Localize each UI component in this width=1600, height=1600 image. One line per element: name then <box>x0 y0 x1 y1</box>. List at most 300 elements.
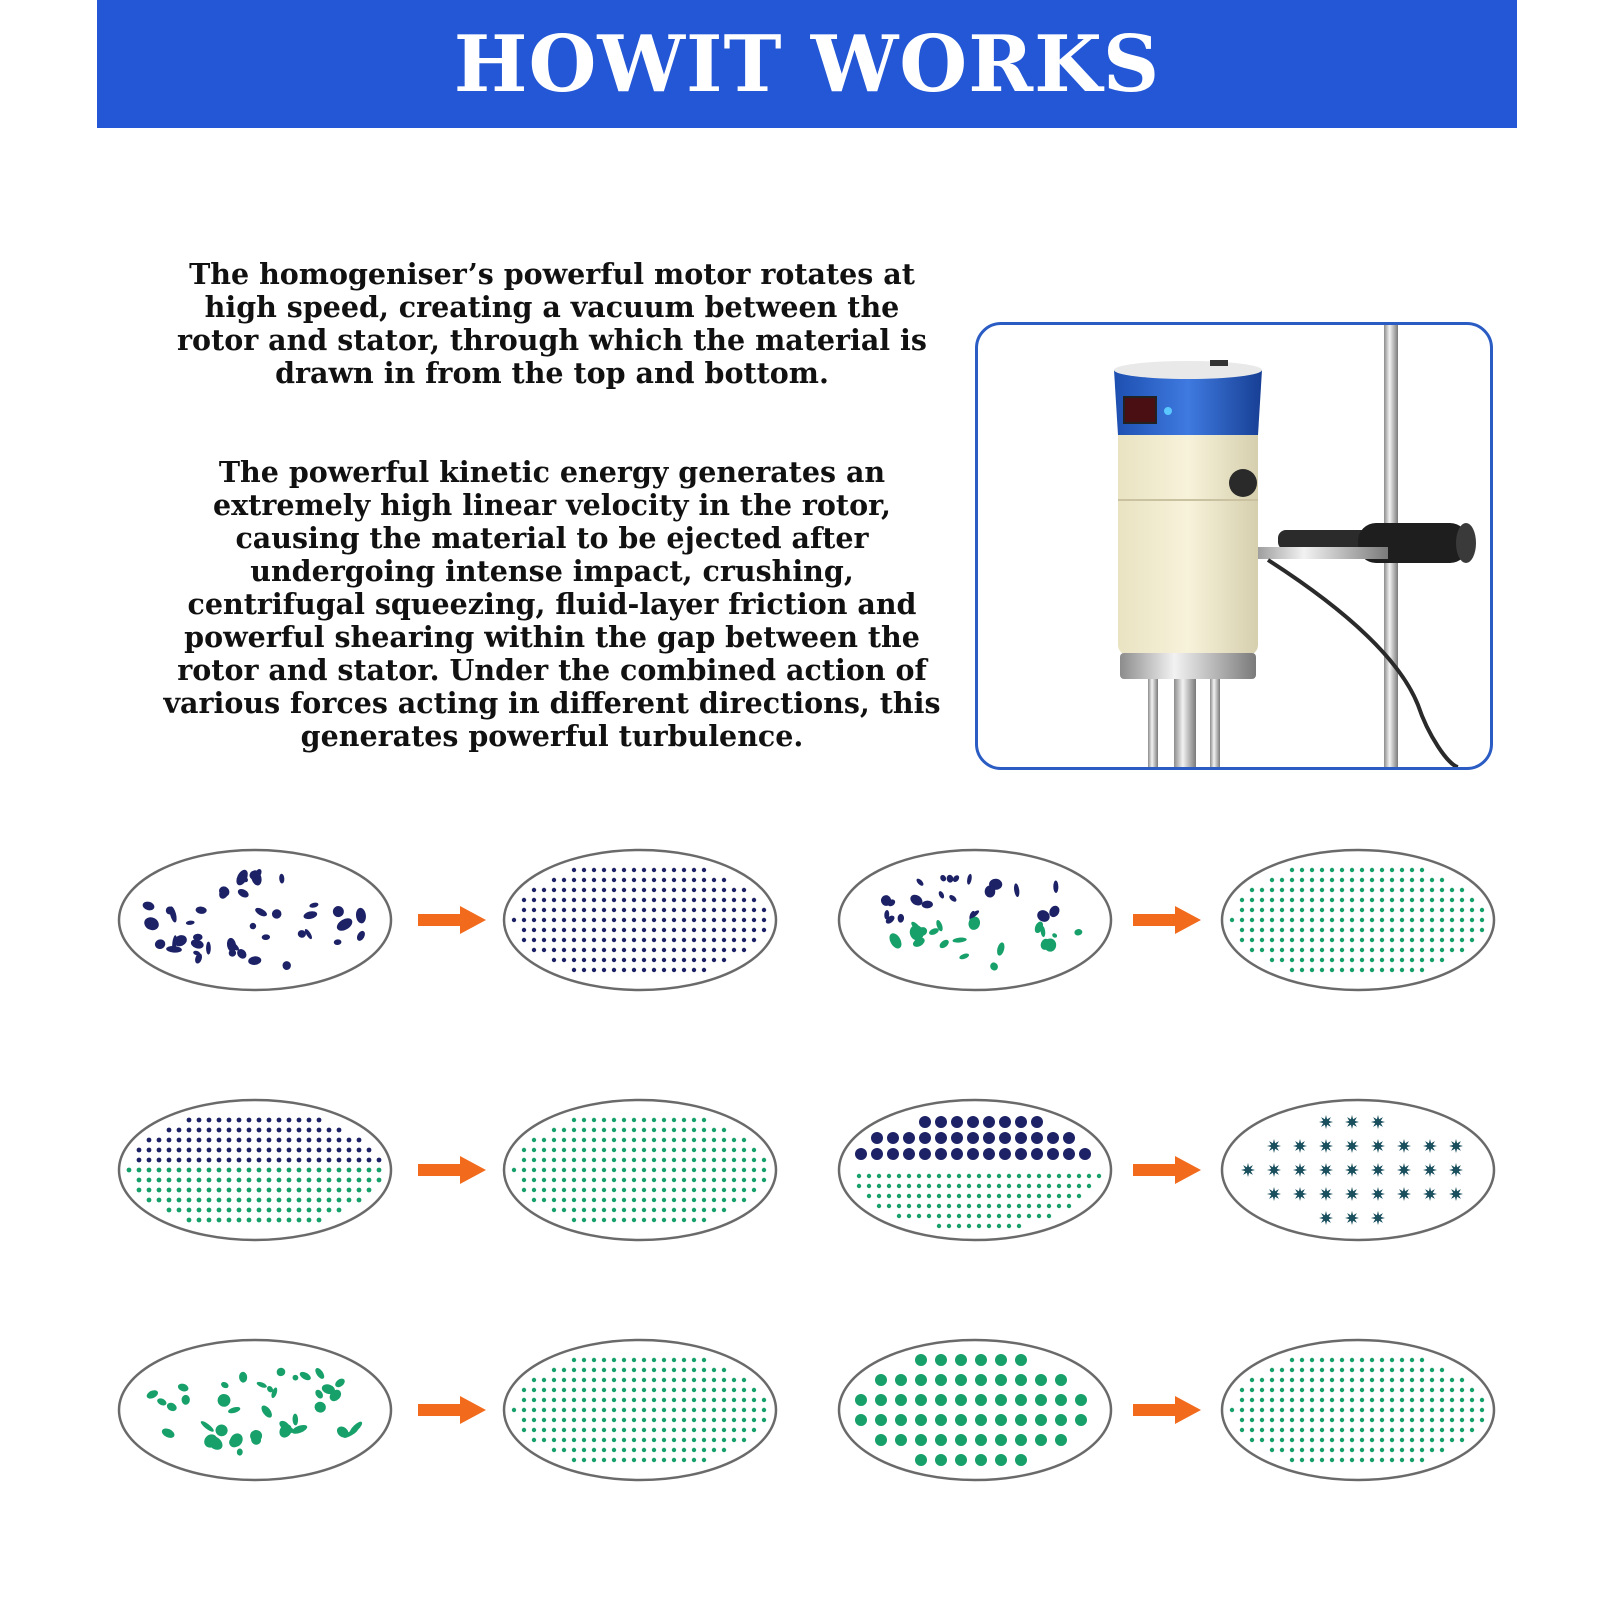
particle-dot <box>927 1214 931 1218</box>
particle-dot <box>652 1168 656 1172</box>
particle-dot <box>582 1188 586 1192</box>
large-dot <box>935 1394 947 1406</box>
particle-dot <box>1077 1184 1081 1188</box>
particle-dot <box>1330 1428 1334 1432</box>
particle-dot <box>1430 928 1434 932</box>
particle-dot <box>147 1178 152 1183</box>
particle-dot <box>1320 918 1324 922</box>
particle-dot <box>632 1218 636 1222</box>
particle-dot <box>522 1148 526 1152</box>
particle-dot <box>702 1158 706 1162</box>
particle-dot <box>1450 1408 1454 1412</box>
particle-dot <box>612 1458 616 1462</box>
particle-dot <box>307 1148 312 1153</box>
particle-dot <box>1440 888 1444 892</box>
particle-dot <box>1320 898 1324 902</box>
particle-dot <box>562 1438 566 1442</box>
particle-dot <box>1320 1408 1324 1412</box>
particle-dot <box>672 898 676 902</box>
particle-dot <box>1380 1398 1384 1402</box>
particle-dot <box>1300 1408 1304 1412</box>
description-paragraph-1: The homogeniser’s powerful motor rotates at high speed, creating a vacuum between the rotor and stator, through which the material is drawn in from the top and bottom. <box>177 257 927 390</box>
particle-dot <box>692 938 696 942</box>
particle-dot <box>167 1168 172 1173</box>
particle-dot <box>1047 1174 1051 1178</box>
particle-dot <box>572 1208 576 1212</box>
particle-dot <box>1057 1184 1061 1188</box>
particle-dot <box>542 1398 546 1402</box>
particle-dot <box>1047 1194 1051 1198</box>
particle-dot <box>742 1408 746 1412</box>
particle-dot <box>722 1208 726 1212</box>
large-dot <box>1035 1434 1047 1446</box>
particle-dot <box>532 938 536 942</box>
particle-dot <box>907 1204 911 1208</box>
particle-dot <box>612 948 616 952</box>
particle-dot <box>1260 948 1264 952</box>
particle-dot <box>692 968 696 972</box>
particle-dot <box>1370 878 1374 882</box>
particle-dot <box>642 1198 646 1202</box>
particle-dot <box>1280 898 1284 902</box>
particle-dot <box>357 1148 362 1153</box>
particle-dot <box>1067 1174 1071 1178</box>
particle-dot <box>1300 938 1304 942</box>
particle-dot <box>1440 1398 1444 1402</box>
particle-dot <box>1470 898 1474 902</box>
particle-dot <box>1320 1428 1324 1432</box>
particle-dot <box>897 1204 901 1208</box>
particle-dot <box>522 1178 526 1182</box>
particle-dot <box>1330 1418 1334 1422</box>
particle-dot <box>742 1138 746 1142</box>
particle-dot <box>562 1208 566 1212</box>
particle-dot <box>1310 888 1314 892</box>
particle-dot <box>722 908 726 912</box>
particle-dot <box>582 1168 586 1172</box>
particle-dot <box>692 1378 696 1382</box>
particle-dot <box>1360 878 1364 882</box>
particle-dot <box>712 938 716 942</box>
particle-dot <box>1430 1368 1434 1372</box>
particle-dot <box>642 1418 646 1422</box>
particle-dot <box>967 1174 971 1178</box>
particle-dot <box>187 1188 192 1193</box>
particle-dot <box>662 1138 666 1142</box>
particle-dot <box>582 1418 586 1422</box>
particle-dot <box>1270 928 1274 932</box>
particle-dot <box>1440 918 1444 922</box>
particle-dot <box>257 1138 262 1143</box>
particle-dot <box>572 868 576 872</box>
particle-dot <box>1290 1448 1294 1452</box>
particle-dot <box>672 868 676 872</box>
particle-dot <box>1390 928 1394 932</box>
particle-dot <box>1330 888 1334 892</box>
particle-dot <box>522 1418 526 1422</box>
switch-knob <box>1229 469 1257 497</box>
particle-dot <box>1280 938 1284 942</box>
particle-dot <box>692 1218 696 1222</box>
particle-dot <box>1350 878 1354 882</box>
particle-dot <box>762 1398 766 1402</box>
particle-dot <box>662 1408 666 1412</box>
particle-dot <box>317 1148 322 1153</box>
particle-dot <box>622 1208 626 1212</box>
particle-dot <box>632 1418 636 1422</box>
particle-dot <box>1270 878 1274 882</box>
particle-dot <box>582 928 586 932</box>
particle-dot <box>622 898 626 902</box>
particle-dot <box>762 918 766 922</box>
particle-dot <box>642 1118 646 1122</box>
large-dot <box>1035 1394 1047 1406</box>
particle-dot <box>1007 1174 1011 1178</box>
particle-dot <box>682 1448 686 1452</box>
particle-dot <box>642 1428 646 1432</box>
particle-dot <box>167 1158 172 1163</box>
particle-dot <box>1370 968 1374 972</box>
particle-dot <box>732 928 736 932</box>
particle-dot <box>562 1168 566 1172</box>
particle-dot <box>197 1178 202 1183</box>
particle-dot <box>1240 938 1244 942</box>
particle-dot <box>542 1408 546 1412</box>
particle-dot <box>552 1438 556 1442</box>
particle-dot <box>572 1448 576 1452</box>
particle-dot <box>1290 1358 1294 1362</box>
particle-dot <box>287 1218 292 1223</box>
particle-dot <box>1250 1388 1254 1392</box>
particle-dot <box>247 1188 252 1193</box>
particle-dot <box>1450 1428 1454 1432</box>
particle-dot <box>1067 1204 1071 1208</box>
particle-dot <box>187 1198 192 1203</box>
particle-dot <box>297 1128 302 1133</box>
particle-dot <box>1280 908 1284 912</box>
particle-dot <box>317 1218 322 1223</box>
particle-dot <box>1047 1214 1051 1218</box>
particle-dot <box>277 1138 282 1143</box>
particle-dot <box>712 1168 716 1172</box>
large-dot <box>955 1374 967 1386</box>
particle-dot <box>712 1368 716 1372</box>
particle-dot <box>1400 1358 1404 1362</box>
particle-dot <box>592 1168 596 1172</box>
particle-dot <box>367 1148 372 1153</box>
particle-dot <box>612 1118 616 1122</box>
particle-dot <box>622 1128 626 1132</box>
particle-dot <box>562 1188 566 1192</box>
description-paragraph-2: The powerful kinetic energy generates an extremely high linear velocity in the rotor, causing the material to be ejected after undergoing intense impact, crushing, centrifugal squeezing, fluid-layer friction and powerful shearing within the gap between the rotor and stator. Under the combined action of various forces acting in different directions, this generates powerful turbulence. <box>163 455 941 753</box>
particle-dot <box>1290 1458 1294 1462</box>
particle-dot <box>1450 938 1454 942</box>
particle-dot <box>1440 1378 1444 1382</box>
particle-dot <box>742 938 746 942</box>
particle-dot <box>552 1138 556 1142</box>
particle-dot <box>552 1378 556 1382</box>
particle-dot <box>957 1224 961 1228</box>
particle-dot <box>692 1398 696 1402</box>
particle-dot <box>187 1158 192 1163</box>
particle-dot <box>1390 888 1394 892</box>
particle-dot <box>652 1458 656 1462</box>
particle-dot <box>1280 918 1284 922</box>
particle-dot <box>157 1158 162 1163</box>
particle-dot <box>552 898 556 902</box>
particle-dot <box>1420 1438 1424 1442</box>
particle-dot <box>1370 1368 1374 1372</box>
particle-dot <box>612 938 616 942</box>
particle-dot <box>1300 908 1304 912</box>
particle-dot <box>1270 1368 1274 1372</box>
particle-dot <box>887 1204 891 1208</box>
particle-dot <box>1027 1174 1031 1178</box>
particle-dot <box>1410 908 1414 912</box>
particle-dot <box>642 938 646 942</box>
particle-dot <box>712 1388 716 1392</box>
particle-dot <box>552 1208 556 1212</box>
particle-dot <box>307 1168 312 1173</box>
particle-dot <box>562 1428 566 1432</box>
particle-dot <box>907 1184 911 1188</box>
particle-dot <box>1460 908 1464 912</box>
large-dot <box>1031 1116 1043 1128</box>
particle-dot <box>337 1188 342 1193</box>
particle-dot <box>1260 888 1264 892</box>
particle-dot <box>602 1128 606 1132</box>
particle-dot <box>1390 958 1394 962</box>
particle-dot <box>672 1388 676 1392</box>
particle-dot <box>652 1358 656 1362</box>
particle-dot <box>592 1408 596 1412</box>
particle-dot <box>277 1128 282 1133</box>
particle-dot <box>1380 918 1384 922</box>
particle-dot <box>247 1218 252 1223</box>
large-dot <box>919 1148 931 1160</box>
particle-dot <box>632 1358 636 1362</box>
particle-dot <box>612 1198 616 1202</box>
particle-dot <box>622 878 626 882</box>
particle-dot <box>562 878 566 882</box>
particle-dot <box>692 908 696 912</box>
particle-dot <box>542 1438 546 1442</box>
particle-dot <box>1290 888 1294 892</box>
particle-dot <box>1320 868 1324 872</box>
particle-dot <box>197 1168 202 1173</box>
particle-dot <box>1057 1174 1061 1178</box>
particle-dot <box>1460 1398 1464 1402</box>
particle-dot <box>377 1158 382 1163</box>
particle-dot <box>147 1138 152 1143</box>
particle-dot <box>672 1418 676 1422</box>
particle-dot <box>592 918 596 922</box>
particle-dot <box>552 1398 556 1402</box>
particle-dot <box>1270 938 1274 942</box>
particle-dot <box>1300 888 1304 892</box>
particle-dot <box>562 898 566 902</box>
particle-dot <box>652 1438 656 1442</box>
particle-dot <box>1300 1438 1304 1442</box>
particle-dot <box>572 898 576 902</box>
particle-dot <box>682 1368 686 1372</box>
particle-dot <box>1450 948 1454 952</box>
particle-dot <box>1270 1378 1274 1382</box>
particle-dot <box>532 1438 536 1442</box>
particle-dot <box>187 1218 192 1223</box>
particle-dot <box>1007 1194 1011 1198</box>
particle-dot <box>592 1358 596 1362</box>
particle-dot <box>1370 888 1374 892</box>
after-sample-2 <box>1222 850 1494 990</box>
particle-dot <box>562 908 566 912</box>
particle-dot <box>702 1208 706 1212</box>
particle-dot <box>712 1398 716 1402</box>
particle-dot <box>1390 1398 1394 1402</box>
particle-dot <box>702 888 706 892</box>
particle-dot <box>612 1158 616 1162</box>
particle-dot <box>1310 1358 1314 1362</box>
particle-dot <box>1460 948 1464 952</box>
large-dot <box>999 1116 1011 1128</box>
particle-dot <box>742 1428 746 1432</box>
particle-dot <box>1390 1368 1394 1372</box>
particle-dot <box>612 1408 616 1412</box>
particle-dot <box>277 1158 282 1163</box>
particle-dot <box>692 918 696 922</box>
large-dot <box>999 1132 1011 1144</box>
particle-dot <box>207 1158 212 1163</box>
particle-dot <box>572 1458 576 1462</box>
particle-dot <box>762 1158 766 1162</box>
large-dot <box>871 1148 883 1160</box>
particle-dot <box>582 1428 586 1432</box>
particle-dot <box>1350 918 1354 922</box>
particle-dot <box>692 898 696 902</box>
particle-dot <box>732 1188 736 1192</box>
particle-dot <box>1380 1448 1384 1452</box>
particle-dot <box>632 1378 636 1382</box>
large-dot <box>983 1132 995 1144</box>
particle-dot <box>592 1378 596 1382</box>
particle-dot <box>1400 888 1404 892</box>
particle-dot <box>207 1128 212 1133</box>
particle-dot <box>1300 968 1304 972</box>
particle-dot <box>642 1168 646 1172</box>
particle-dot <box>967 1224 971 1228</box>
particle-dot <box>207 1168 212 1173</box>
particle-dot <box>562 918 566 922</box>
particle-dot <box>177 1168 182 1173</box>
particle-dot <box>522 1428 526 1432</box>
particle-dot <box>1410 1398 1414 1402</box>
particle-dot <box>702 1178 706 1182</box>
particle-dot <box>1330 898 1334 902</box>
particle-dot <box>317 1158 322 1163</box>
particle-dot <box>572 1388 576 1392</box>
large-dot <box>895 1394 907 1406</box>
large-dot <box>995 1434 1007 1446</box>
title-banner <box>97 0 1517 128</box>
particle-dot <box>622 948 626 952</box>
particle-dot <box>522 1408 526 1412</box>
particle-dot <box>277 1178 282 1183</box>
particle-dot <box>187 1178 192 1183</box>
particle-dot <box>1310 1438 1314 1442</box>
particle-dot <box>197 1188 202 1193</box>
particle-dot <box>622 1168 626 1172</box>
particle-dot <box>742 898 746 902</box>
particle-dot <box>967 1184 971 1188</box>
particle-dot <box>552 1128 556 1132</box>
particle-dot <box>1400 1438 1404 1442</box>
particle-dot <box>1260 918 1264 922</box>
particle-dot <box>552 1388 556 1392</box>
particle-dot <box>672 1128 676 1132</box>
particle-dot <box>307 1138 312 1143</box>
particle-dot <box>1340 1458 1344 1462</box>
particle-dot <box>1340 1408 1344 1412</box>
particle-dot <box>582 1138 586 1142</box>
particle-dot <box>1077 1194 1081 1198</box>
particle-dot <box>1370 1388 1374 1392</box>
particle-dot <box>327 1128 332 1133</box>
large-dot <box>915 1434 927 1446</box>
particle-dot <box>612 1448 616 1452</box>
particle-dot <box>377 1178 382 1183</box>
particle-dot <box>1460 898 1464 902</box>
particle-dot <box>947 1184 951 1188</box>
particle-dot <box>532 908 536 912</box>
particle-dot <box>147 1188 152 1193</box>
particle-dot <box>287 1178 292 1183</box>
particle-dot <box>672 1448 676 1452</box>
particle-dot <box>1320 938 1324 942</box>
particle-dot <box>742 918 746 922</box>
particle-dot <box>357 1158 362 1163</box>
large-dot <box>875 1374 887 1386</box>
particle-dot <box>1420 1368 1424 1372</box>
particle-dot <box>1270 958 1274 962</box>
particle-dot <box>562 958 566 962</box>
particle-dot <box>542 948 546 952</box>
particle-dot <box>217 1138 222 1143</box>
particle-dot <box>712 1418 716 1422</box>
particle-dot <box>277 1118 282 1123</box>
particle-dot <box>662 1178 666 1182</box>
particle-dot <box>682 1358 686 1362</box>
particle-dot <box>1290 918 1294 922</box>
particle-dot <box>552 918 556 922</box>
particle-dot <box>582 1128 586 1132</box>
particle-dot <box>347 1188 352 1193</box>
large-dot <box>875 1394 887 1406</box>
particle-dot <box>582 888 586 892</box>
particle-dot <box>247 1118 252 1123</box>
particle-dot <box>1420 1388 1424 1392</box>
particle-dot <box>1390 918 1394 922</box>
particle-dot <box>347 1138 352 1143</box>
particle-dot <box>642 1458 646 1462</box>
particle-dot <box>632 1458 636 1462</box>
particle-dot <box>642 1388 646 1392</box>
particle-dot <box>867 1184 871 1188</box>
particle-dot <box>1380 958 1384 962</box>
particle-dot <box>662 928 666 932</box>
particle-dot <box>702 968 706 972</box>
particle-dot <box>742 1188 746 1192</box>
particle-dot <box>1470 1408 1474 1412</box>
